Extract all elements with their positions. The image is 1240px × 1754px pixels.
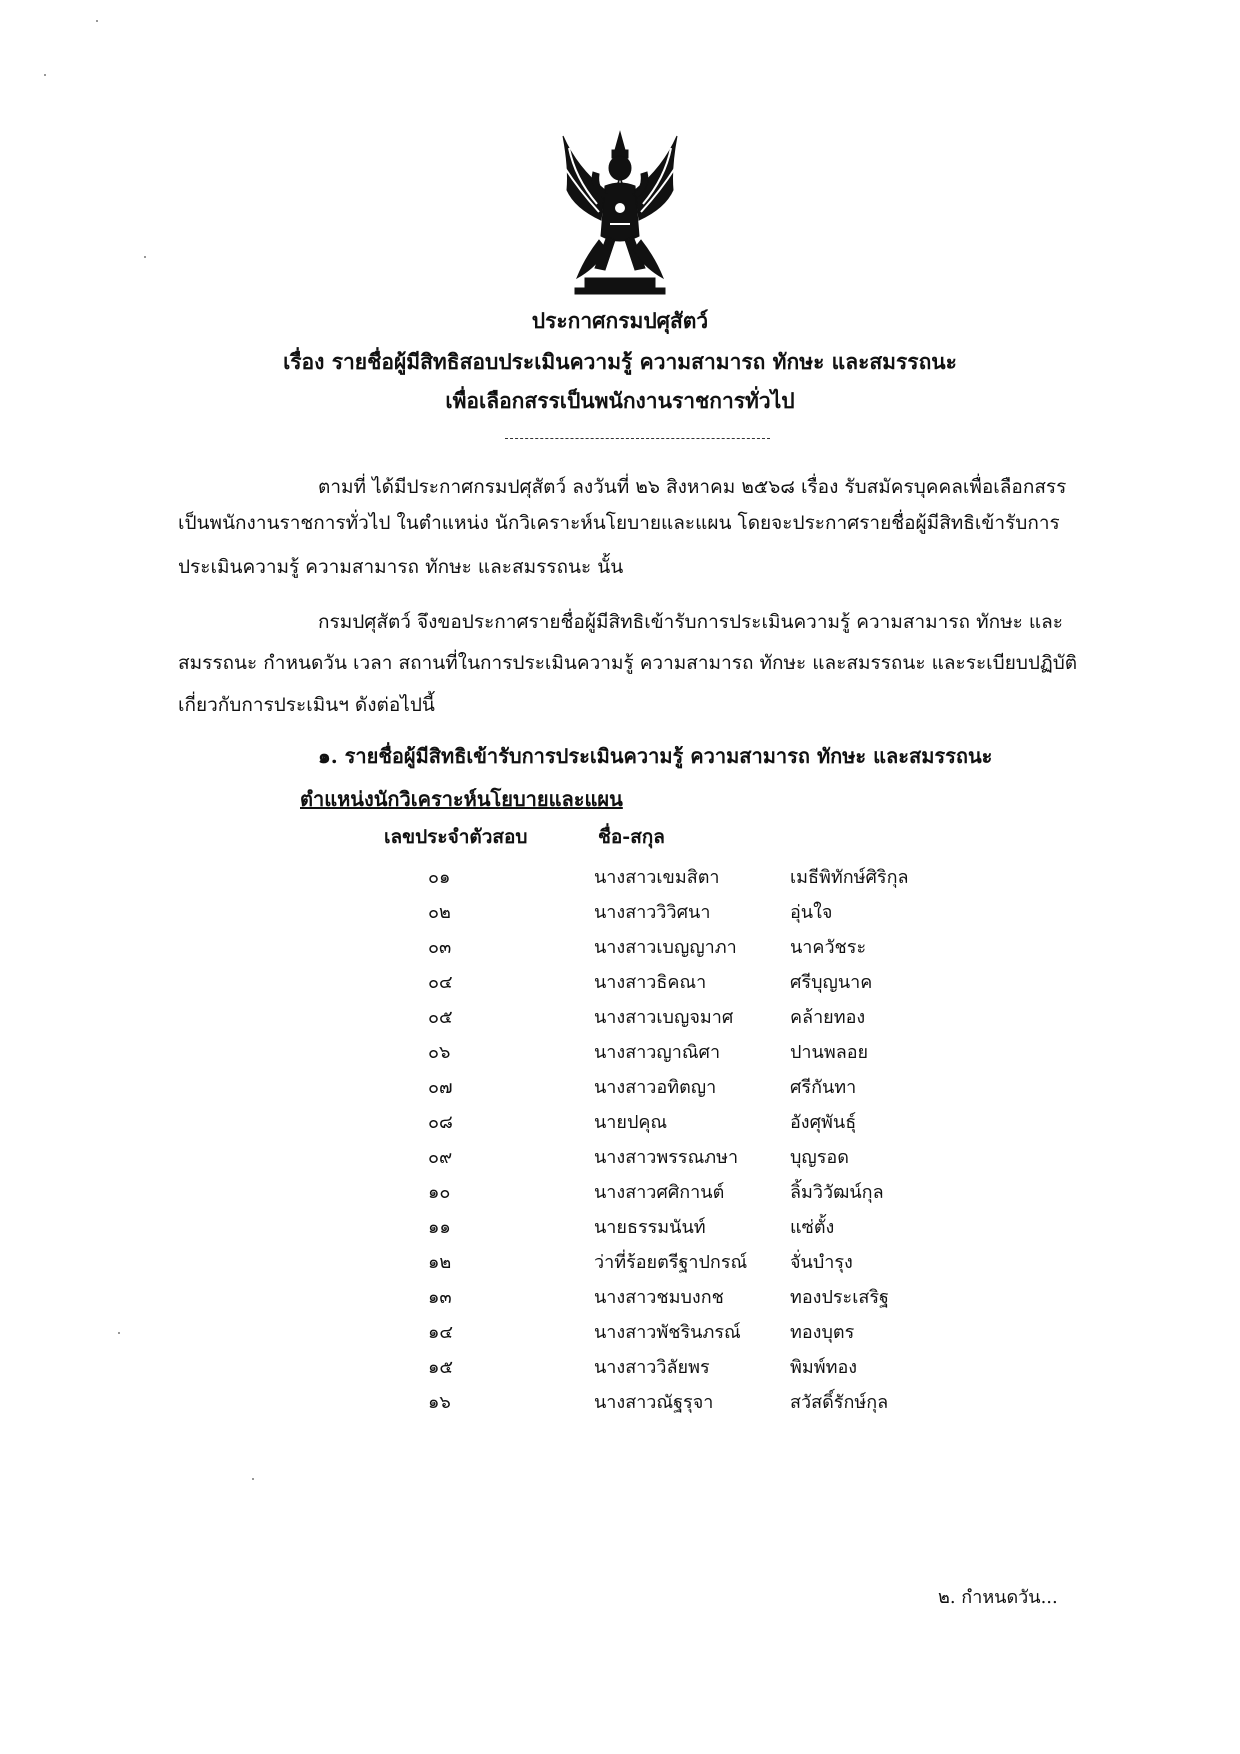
candidate-first-name: นางสาวเขมสิตา: [594, 867, 720, 888]
section-1-heading: ๑. รายชื่อผู้มีสิทธิเข้ารับการประเมินความรู้ ความสามารถ ทักษะ และสมรรถนะ: [318, 744, 993, 768]
scan-speck: [252, 1478, 254, 1480]
column-header-name: ชื่อ-สกุล: [598, 826, 665, 848]
candidate-exam-number: ๑๔: [428, 1322, 454, 1343]
candidate-first-name: นายปคุณ: [594, 1112, 668, 1133]
continuation-note: ๒. กำหนดวัน...: [938, 1587, 1058, 1608]
candidate-last-name: ปานพลอย: [790, 1042, 869, 1063]
candidate-exam-number: ๐๔: [428, 972, 453, 993]
paragraph-2-line-1: กรมปศุสัตว์ จึงขอประกาศรายชื่อผู้มีสิทธิเข้ารับการประเมินความรู้ ความสามารถ ทักษะ และ: [318, 611, 1063, 633]
candidate-row: [0, 1282, 1240, 1317]
candidate-row: [0, 967, 1240, 1002]
paragraph-1-line-2: เป็นพนักงานราชการทั่วไป ในตำแหน่ง นักวิเคราะห์นโยบายและแผน โดยจะประกาศรายชื่อผู้มีสิทธิเข้ารับการ: [178, 512, 1060, 534]
announcement-subject-line-2: เพื่อเลือกสรรเป็นพนักงานราชการทั่วไป: [445, 388, 795, 413]
candidate-first-name: นายธรรมนันท์: [594, 1217, 706, 1238]
candidate-row: [0, 1002, 1240, 1037]
candidate-exam-number: ๐๑: [428, 867, 451, 888]
candidate-row: [0, 1247, 1240, 1282]
candidate-exam-number: ๐๙: [428, 1147, 453, 1168]
scan-speck: [44, 74, 46, 76]
candidate-last-name: แซ่ตั้ง: [790, 1217, 835, 1238]
paragraph-1-line-3: ประเมินความรู้ ความสามารถ ทักษะ และสมรรถนะ นั้น: [178, 556, 624, 578]
candidate-last-name: เมธีพิทักษ์ศิริกุล: [790, 867, 909, 888]
paragraph-1-line-1: ตามที่ ได้มีประกาศกรมปศุสัตว์ ลงวันที่ ๒๖ สิงหาคม ๒๕๖๘ เรื่อง รับสมัครบุคคลเพื่อเลือกสรร: [318, 476, 1067, 498]
candidate-exam-number: ๑๑: [428, 1217, 451, 1238]
candidate-last-name: อังศุพันธุ์: [790, 1112, 857, 1133]
candidate-first-name: นางสาวชมบงกช: [594, 1287, 724, 1308]
candidate-row: [0, 862, 1240, 897]
candidate-first-name: นางสาวศศิกานต์: [594, 1182, 725, 1203]
candidate-row: [0, 1212, 1240, 1247]
candidate-last-name: บุญรอด: [790, 1147, 849, 1168]
candidate-exam-number: ๑๖: [428, 1392, 451, 1413]
candidate-last-name: ลิ้มวิวัฒน์กุล: [790, 1182, 884, 1203]
column-header-exam-number: เลขประจำตัวสอบ: [384, 826, 528, 848]
candidate-last-name: นาควัชระ: [790, 937, 867, 958]
candidate-exam-number: ๐๓: [428, 937, 452, 958]
scan-speck: [144, 256, 146, 258]
candidate-last-name: จั่นบำรุง: [790, 1252, 853, 1273]
candidate-row: [0, 1352, 1240, 1387]
candidate-last-name: ศรีบุญนาค: [790, 972, 873, 993]
candidate-exam-number: ๐๕: [428, 1007, 453, 1028]
candidate-row: [0, 1037, 1240, 1072]
candidate-first-name: นางสาวญาณิศา: [594, 1042, 721, 1063]
candidate-row: [0, 1107, 1240, 1142]
candidate-first-name: นางสาวเบญจมาศ: [594, 1007, 734, 1028]
candidate-last-name: พิมพ์ทอง: [790, 1357, 858, 1378]
candidate-exam-number: ๑๓: [428, 1287, 452, 1308]
candidate-row: [0, 897, 1240, 932]
candidate-last-name: ทองประเสริฐ: [790, 1287, 889, 1308]
paragraph-2-line-2: สมรรถนะ กำหนดวัน เวลา สถานที่ในการประเมินความรู้ ความสามารถ ทักษะ และสมรรถนะ และระเบียบปฏิบัติ: [178, 652, 1078, 674]
candidate-first-name: ว่าที่ร้อยตรีฐาปกรณ์: [594, 1252, 748, 1273]
scan-speck: [96, 20, 98, 22]
garuda-emblem-icon: [555, 128, 685, 298]
candidate-row: [0, 932, 1240, 967]
candidate-row: [0, 1142, 1240, 1177]
candidate-exam-number: ๑๐: [428, 1182, 451, 1203]
candidate-exam-number: ๐๘: [428, 1112, 453, 1133]
heading-divider: [505, 438, 770, 439]
candidate-exam-number: ๐๖: [428, 1042, 451, 1063]
candidate-last-name: อุ่นใจ: [790, 902, 833, 923]
candidate-exam-number: ๐๒: [428, 902, 451, 923]
scan-speck: [118, 1332, 120, 1334]
candidate-first-name: นางสาวณัฐรุจา: [594, 1392, 714, 1413]
candidate-first-name: นางสาวพัชรินภรณ์: [594, 1322, 741, 1343]
candidate-last-name: สวัสดิ์รักษ์กุล: [790, 1392, 889, 1413]
candidate-exam-number: ๑๒: [428, 1252, 452, 1273]
announcement-title: ประกาศกรมปศุสัตว์: [531, 308, 709, 333]
candidate-last-name: คล้ายทอง: [790, 1007, 866, 1028]
candidate-first-name: นางสาวเบญญาภา: [594, 937, 737, 958]
candidate-row: [0, 1387, 1240, 1422]
candidate-list: [0, 862, 1240, 1422]
candidate-exam-number: ๐๗: [428, 1077, 453, 1098]
candidate-exam-number: ๑๕: [428, 1357, 454, 1378]
candidate-first-name: นางสาววิวิศนา: [594, 902, 711, 923]
candidate-first-name: นางสาวพรรณภษา: [594, 1147, 739, 1168]
announcement-subject: เรื่อง รายชื่อผู้มีสิทธิสอบประเมินความรู้ ความสามารถ ทักษะ และสมรรถนะ: [283, 349, 957, 374]
paragraph-2-line-3: เกี่ยวกับการประเมินฯ ดังต่อไปนี้: [178, 694, 435, 716]
candidate-first-name: นางสาวอทิตญา: [594, 1077, 717, 1098]
candidate-row: [0, 1177, 1240, 1212]
candidate-last-name: ศรีกันทา: [790, 1077, 857, 1098]
candidate-first-name: นางสาวธิคณา: [594, 972, 707, 993]
candidate-first-name: นางสาววิลัยพร: [594, 1357, 710, 1378]
position-title: ตำแหน่งนักวิเคราะห์นโยบายและแผน: [300, 787, 623, 811]
candidate-row: [0, 1072, 1240, 1107]
candidate-row: [0, 1317, 1240, 1352]
candidate-last-name: ทองบุตร: [790, 1322, 855, 1343]
